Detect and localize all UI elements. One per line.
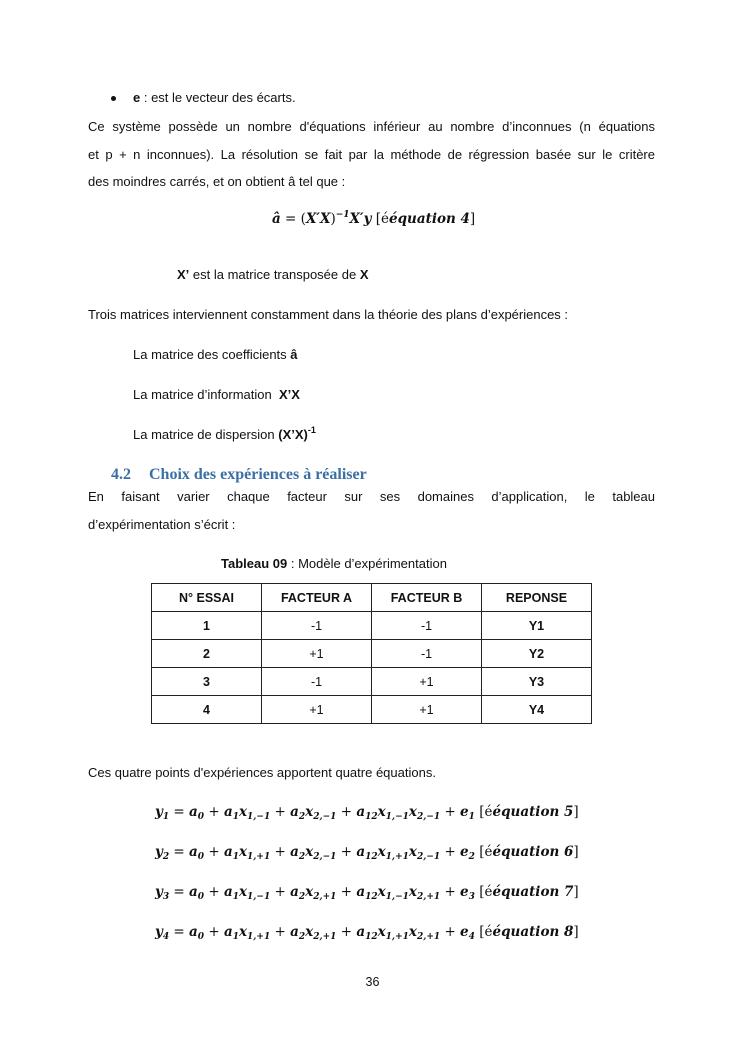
equation-x1-index: 1,−1 [385,812,409,822]
table-cell: 4 [152,696,262,724]
para2-line1: En faisant varier chaque facteur sur ses domaines d’application, le tableau [88,489,655,504]
matrix-item-symbol: X’X [278,387,300,402]
table-caption-text: : Modèle d’expérimentation [287,556,447,571]
table-row [152,696,592,724]
table-cell: -1 [372,640,482,668]
matrices-intro: Trois matrices interviennent constamment dans la théorie des plans d’expériences : [88,307,569,322]
matrix-item-symbol: â [290,347,298,362]
table-cell: -1 [262,668,372,696]
equation-e-index: 2 [468,852,475,862]
equation-e-index: 3 [468,892,475,902]
equation-label: équation 7 [492,884,574,900]
para2-line2: d’expérimentation s’écrit : [88,517,236,532]
equation-8: $y_4 = a_0 + a_1x_{1,+1} + a_2x_{2,+1} + a_{12}x_{1,+1}x_{2,+1} + e_4$ [ééquation 8] [155,924,579,942]
table-header-cell: REPONSE [482,584,592,612]
equation-x1-index: 1,+1 [247,932,271,942]
matrix-item-information [133,381,300,409]
matrix-item-text: La matrice des coefficients [133,347,291,362]
section-number: 4.2 [111,466,131,483]
table-cell: 3 [152,668,262,696]
table-row [152,612,592,640]
transpose-text: est la matrice transposée de [189,267,360,282]
matrix-item-symbol: (X’X) [278,427,308,442]
equation-x2-index: 2,+1 [313,932,337,942]
matrix-item-text: La matrice d’information [133,387,279,402]
table-row [152,668,592,696]
equation-y-index: 2 [162,852,170,862]
bullet-dot [111,96,116,101]
equation-e-index: 1 [468,812,475,822]
equation-label: équation 6 [492,844,574,860]
table-cell: -1 [372,612,482,640]
transpose-note [177,261,369,289]
para3: Ces quatre points d'expériences apportent quatre équations. [88,765,436,780]
transpose-term: X’ [177,267,190,282]
equation-x1-index: 1,+1 [385,932,409,942]
table-cell: +1 [262,640,372,668]
transpose-end: X [359,267,369,282]
equation-x2-index: 2,+1 [313,892,337,902]
table-cell: +1 [372,696,482,724]
equation-x1-index: 1,−1 [247,812,271,822]
equation-x1-index: 1,−1 [385,892,409,902]
table-cell: Y4 [482,696,592,724]
table-row [152,640,592,668]
equation-4-label: équation 4 [389,211,470,227]
para1-line1: Ce système possède un nombre d'équations inférieur au nombre d’inconnues (n équations [88,119,655,134]
table-header-cell: FACTEUR A [262,584,372,612]
equation-y-index: 4 [162,932,170,942]
para1-line2: et p + n inconnues). La résolution se fait par la méthode de régression basée sur le critère [88,147,655,162]
page-number: 36 [365,975,380,989]
equation-x1-index: 1,+1 [385,852,409,862]
table-header-cell: FACTEUR B [372,584,482,612]
table-cell: +1 [372,668,482,696]
experiment-table [151,583,592,724]
equation-label: équation 8 [492,924,574,940]
equation-x2-index: 2,−1 [313,852,337,862]
matrix-item-dispersion [133,421,316,449]
table-header-cell: N° ESSAI [152,584,262,612]
section-title: Choix des expériences à réaliser [149,466,367,483]
bullet-text: : est le vecteur des écarts. [140,90,296,105]
equation-4: â = $(X'X)^{-1}X'y$ [ééquation 4] [272,210,476,227]
equation-x1-index: 1,−1 [247,892,271,902]
equation-label: équation 5 [492,804,574,820]
equation-x1-index: 1,+1 [247,852,271,862]
equation-x2-index: 2,+1 [416,932,441,942]
matrix-item-text: La matrice de dispersion [133,427,279,442]
equation-x2-index: 2,−1 [416,812,441,822]
table-cell: -1 [262,612,372,640]
equation-x2-index: 2,−1 [416,852,441,862]
equation-y-index: 3 [162,892,170,902]
table-cell: +1 [262,696,372,724]
table-cell: 2 [152,640,262,668]
equation-7: $y_3 = a_0 + a_1x_{1,-1} + a_2x_{2,+1} + a_{12}x_{1,-1}x_{2,+1} + e_3$ [ééquation 7] [155,884,579,902]
section-heading [111,466,367,484]
table-header-row [152,584,592,612]
table-caption-label: Tableau 09 [221,556,288,571]
bullet-term: e [133,90,141,105]
table-cell: Y3 [482,668,592,696]
equation-x2-index: 2,+1 [416,892,441,902]
matrix-item-exponent: -1 [307,425,316,435]
equation-e-index: 4 [468,932,475,942]
bullet-item [133,84,296,112]
equation-6: $y_2 = a_0 + a_1x_{1,+1} + a_2x_{2,-1} + a_{12}x_{1,+1}x_{2,-1} + e_2$ [ééquation 6] [155,844,579,862]
equation-5: $y_1 = a_0 + a_1x_{1,-1} + a_2x_{2,-1} + a_{12}x_{1,-1}x_{2,-1} + e_1$ [ééquation 5] [155,804,579,822]
table-cell: Y2 [482,640,592,668]
para1-line3: des moindres carrés, et on obtient â tel que : [88,174,346,189]
table-cell: Y1 [482,612,592,640]
table-cell: 1 [152,612,262,640]
equation-y-index: 1 [162,812,170,822]
table-caption [221,556,447,571]
equation-x2-index: 2,−1 [313,812,337,822]
matrix-item-coefficients [133,341,298,369]
